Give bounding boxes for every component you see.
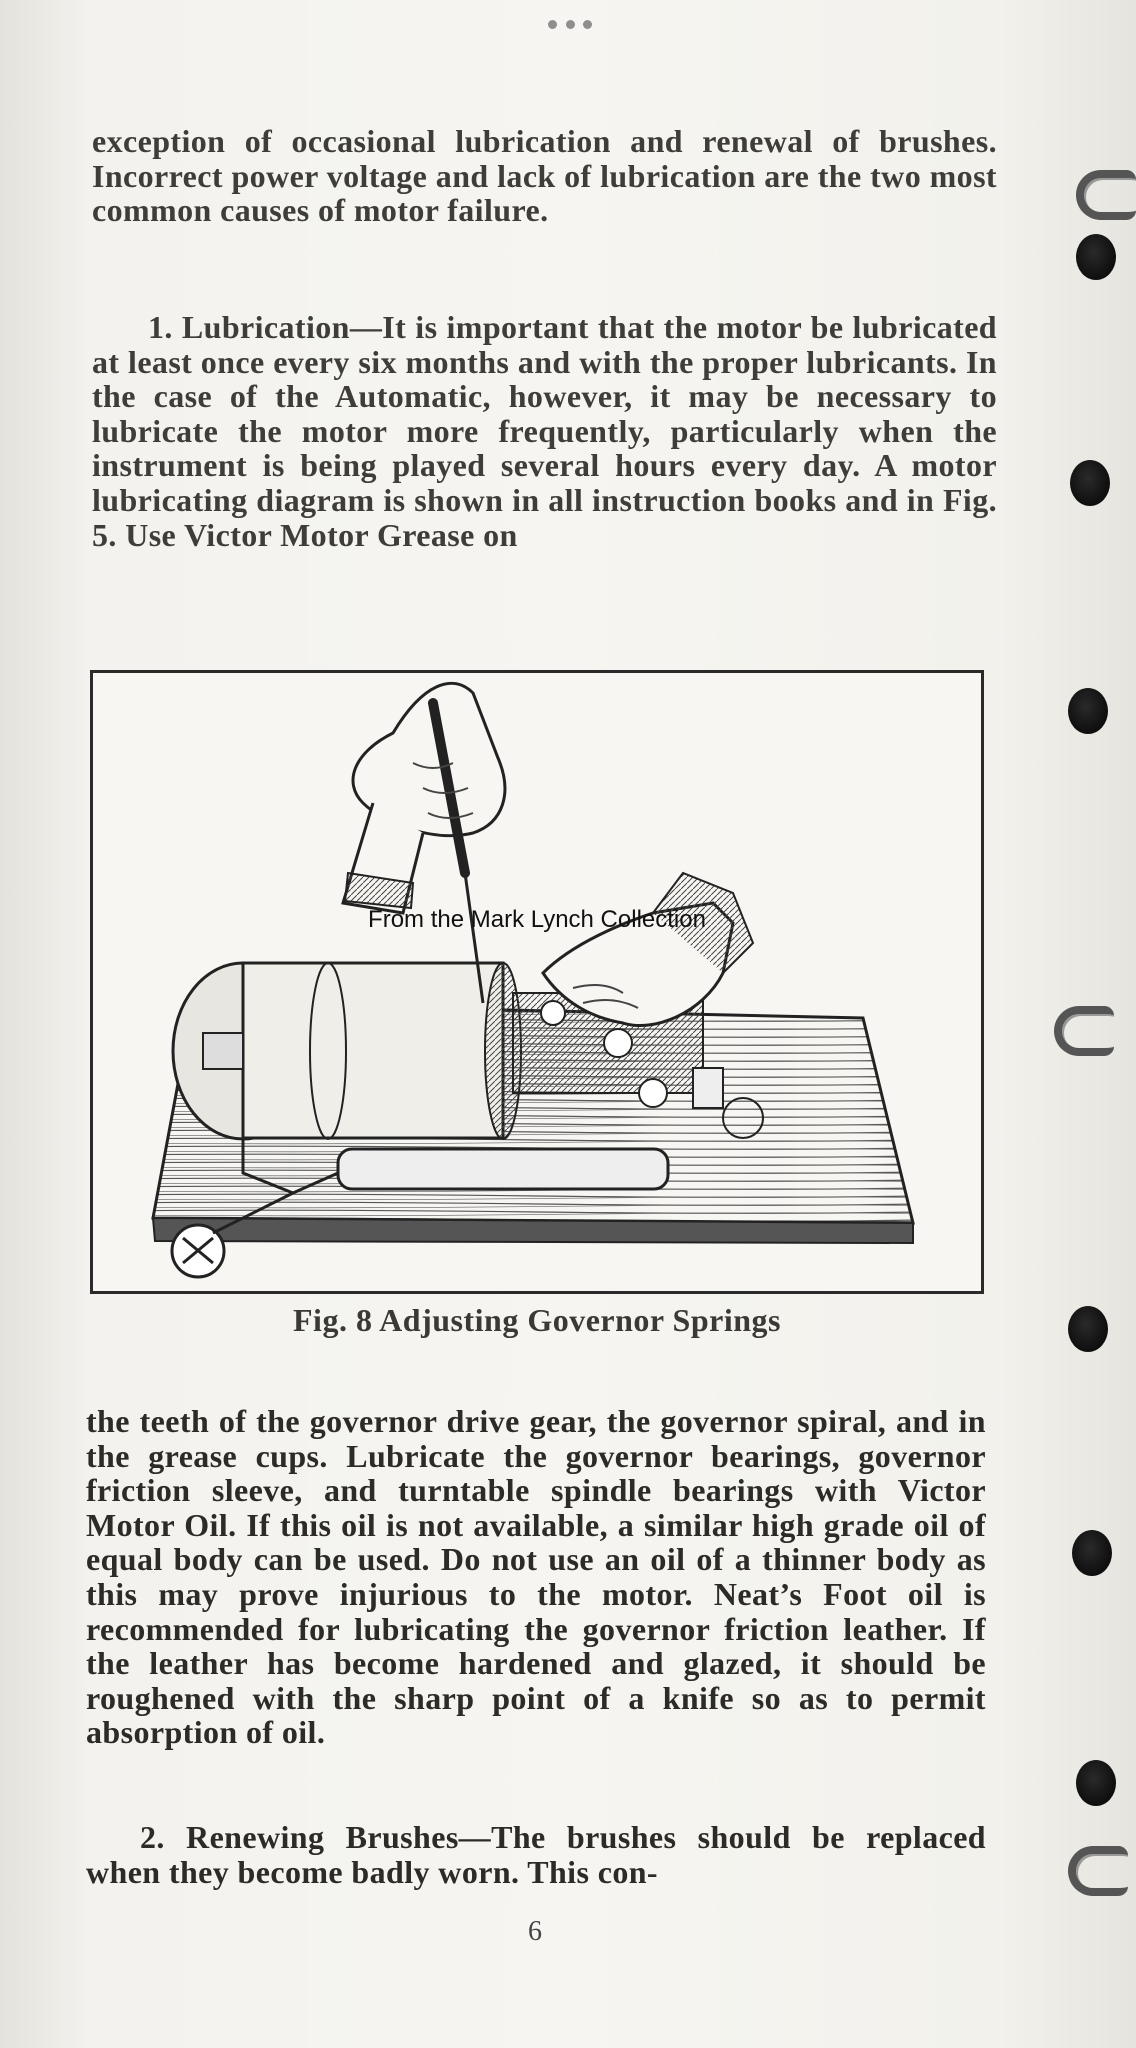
paragraph-intro: exception of occasional lubrication and renewal of brushes. Incorrect power voltage and lack of lubrication are the two most common causes of motor failure.: [92, 123, 997, 229]
dot: [566, 20, 575, 29]
figure-8: [90, 670, 984, 1294]
paragraph-continuation: the teeth of the governor drive gear, the governor spiral, and in the grease cups. Lubricate the governor bearings, governor friction sleeve, and turntable spindle bearings with Victor Motor Oil. If this oil is not available, a similar high grade oil of equal body can be used. Do not use an oil of a thinner body as this may prove injurious to the motor. Neat’s Foot oil is recommended for lubricating the governor friction leather. If the leather has become hardened and glazed, it should be roughened with the sharp point of a knife so as to permit absorption of oil.: [86, 1403, 986, 1751]
binder-hole-icon: [1070, 460, 1110, 506]
binder-hole-icon: [1076, 234, 1116, 280]
watermark-text: From the Mark Lynch Collection: [368, 906, 706, 933]
figure-caption: Fig. 8 Adjusting Governor Springs: [293, 1302, 781, 1338]
binder-ring-icon: [1068, 1846, 1128, 1896]
binder-ring-icon: [1076, 170, 1136, 220]
binder-hole-icon: [1068, 688, 1108, 734]
right-hand: [543, 873, 753, 1026]
binder-hole-icon: [1076, 1760, 1116, 1806]
dot: [548, 20, 557, 29]
dot: [583, 20, 592, 29]
hand-with-screwdriver: [343, 683, 505, 1003]
more-options-icon[interactable]: [548, 18, 592, 30]
binder-hole-icon: [1068, 1306, 1108, 1352]
page-number: 6: [528, 1916, 542, 1947]
binder-ring-icon: [1054, 1006, 1114, 1056]
paragraph-brushes: 2. Renewing Brushes—The brushes should be replaced when they become badly worn. This con-: [86, 1819, 986, 1890]
paragraph-lubrication: 1. Lubrication—It is important that the motor be lubricated at least once every six months and with the proper lubricants. In the case of the Automatic, however, it may be necessary to lubricate the motor more frequently, particularly when the instrument is being played several hours every day. A motor lubricating diagram is shown in all instruction books and in Fig. 5. Use Victor Motor Grease on: [92, 309, 997, 553]
motor-housing: [173, 963, 521, 1139]
binder-hole-icon: [1072, 1530, 1112, 1576]
motor-illustration: [93, 673, 981, 1291]
